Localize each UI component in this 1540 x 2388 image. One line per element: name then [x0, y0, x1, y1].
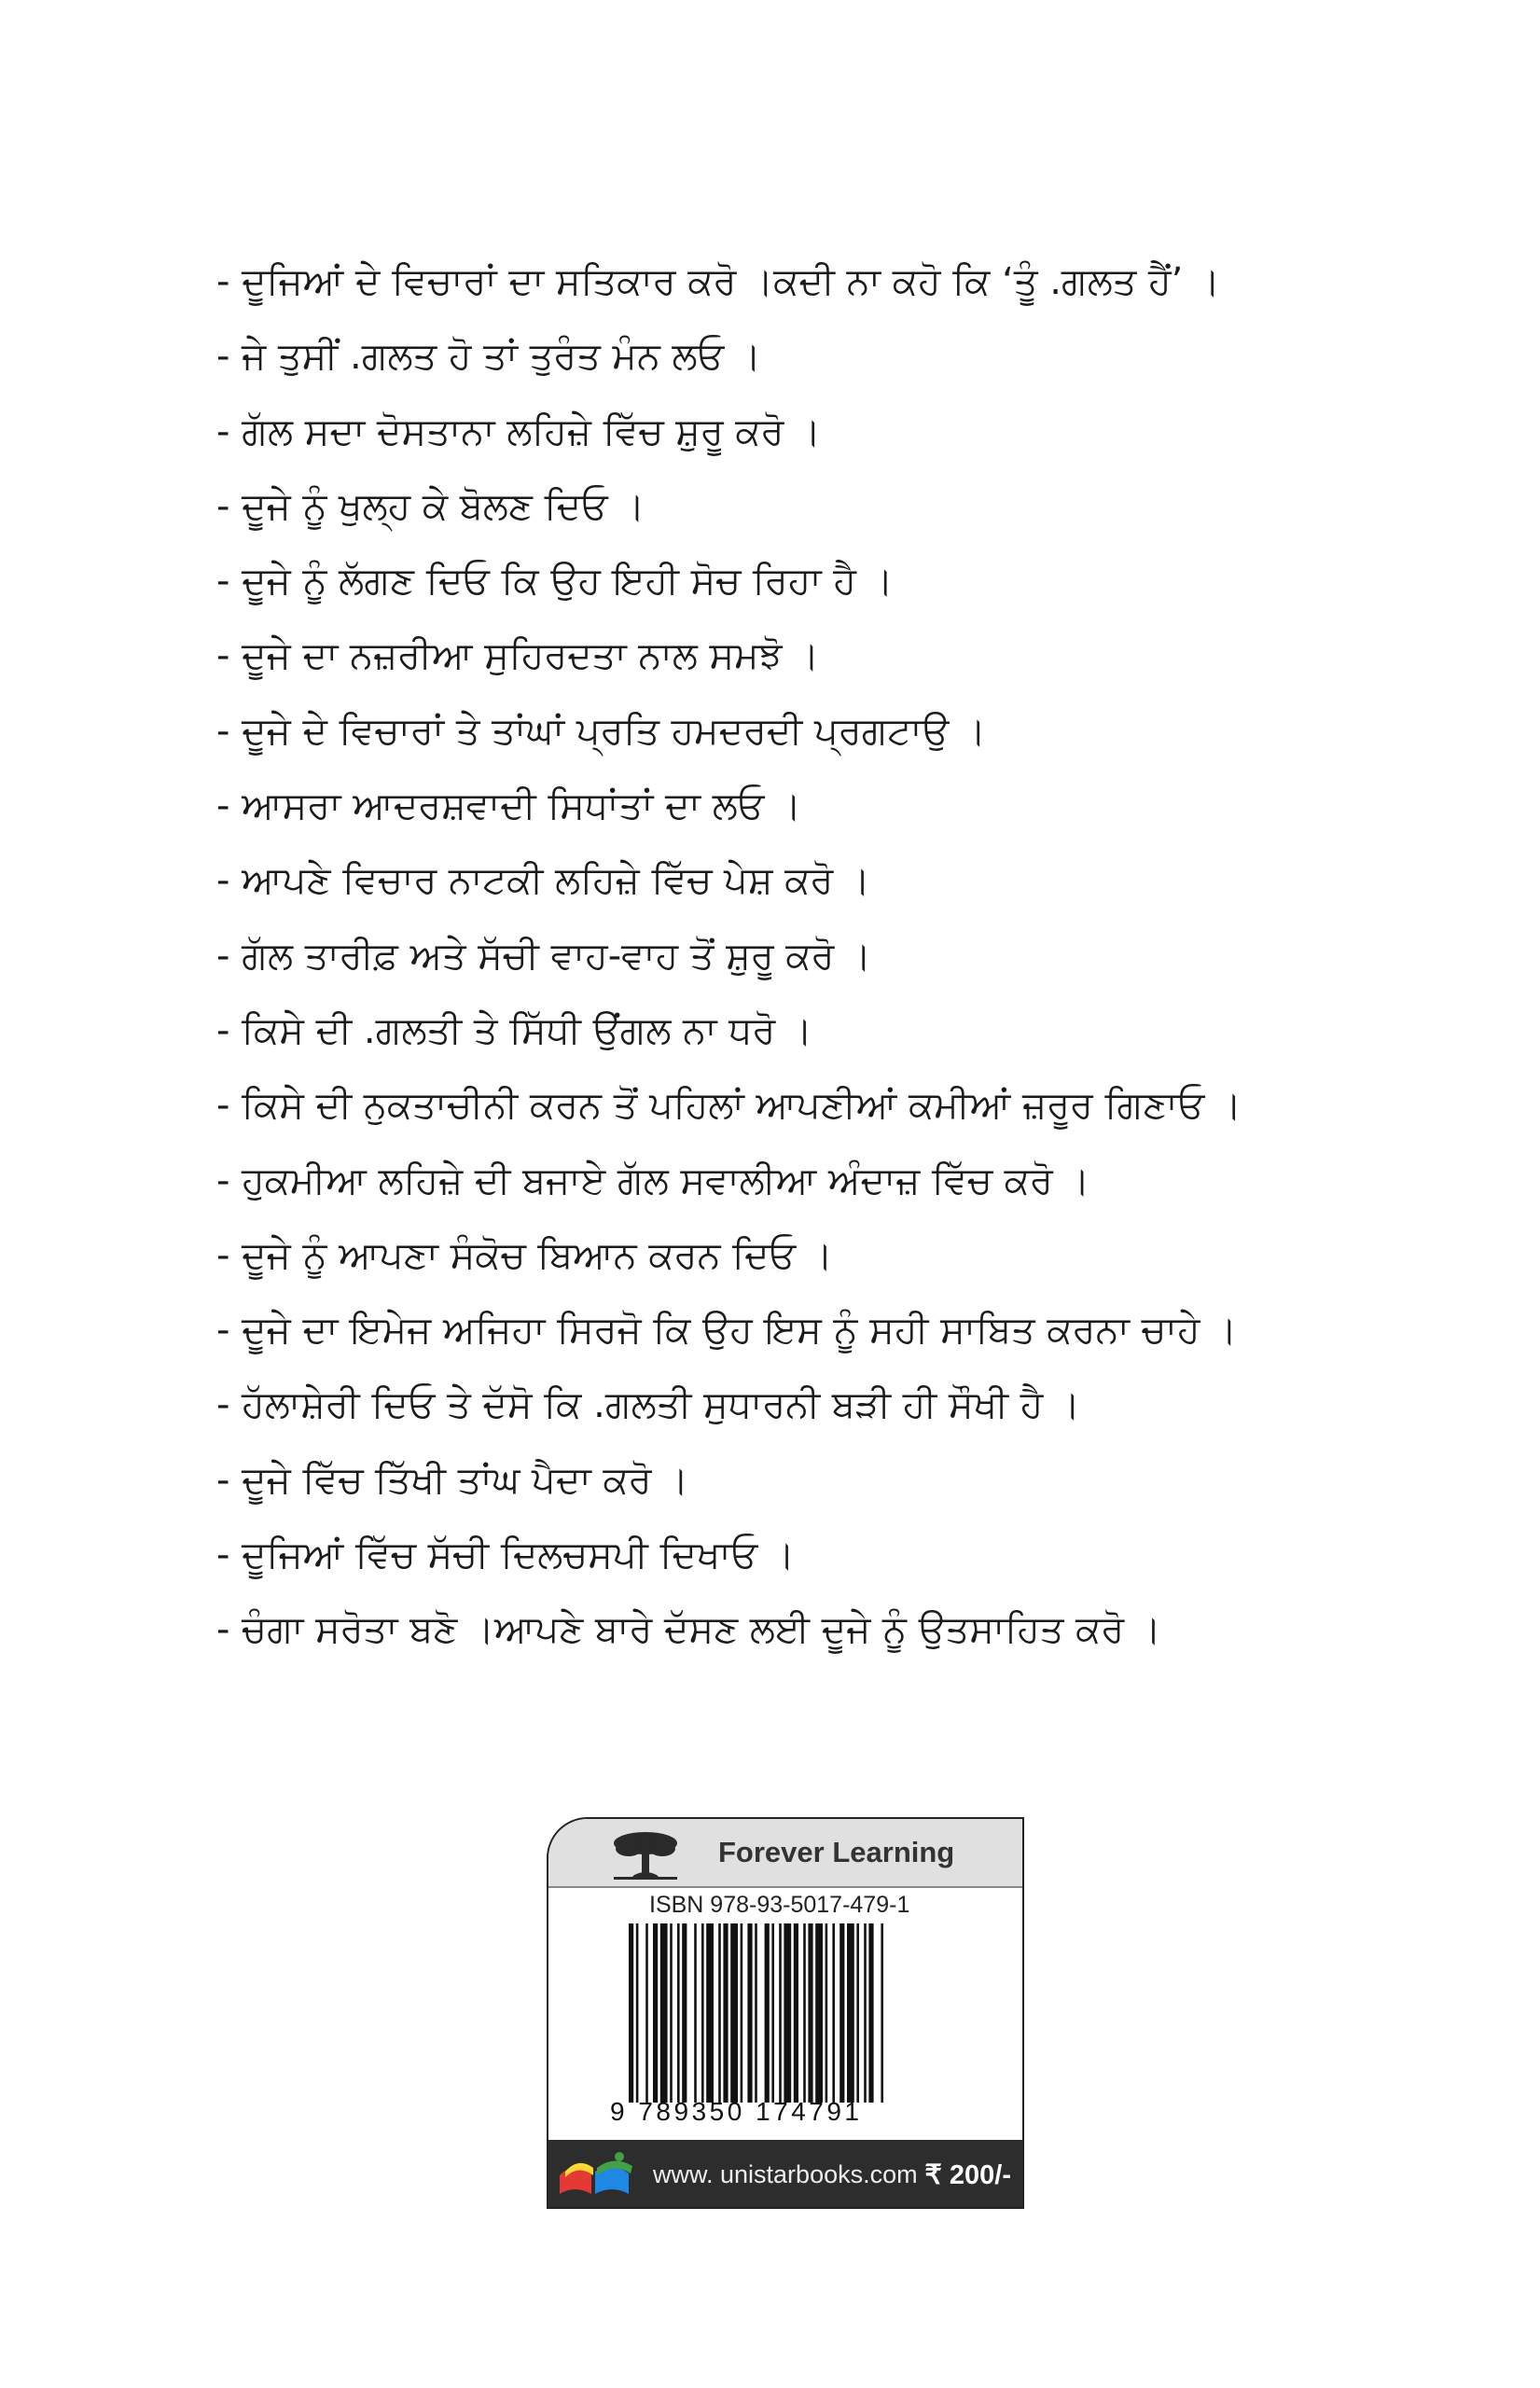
barcode-bar [755, 1923, 757, 2103]
barcode-bar [677, 1923, 680, 2103]
barcode-bar [765, 1923, 770, 2103]
barcode-bar [771, 1923, 774, 2103]
guideline-item: - ਜੇ ਤੁਸੀਂ .ਗਲਤ ਹੋ ਤਾਂ ਤੁਰੰਤ ਮੰਨ ਲਓ । [216, 335, 761, 379]
barcode-bar [747, 1923, 752, 2103]
barcode-bar [660, 1923, 668, 2103]
barcode-bar [839, 1923, 844, 2103]
barcode-bar [701, 1923, 704, 2103]
barcode-bar [682, 1923, 687, 2103]
guideline-item: - ਦੂਜੇ ਨੂੰ ਆਪਣਾ ਸੰਕੋਚ ਬਿਆਨ ਕਰਨ ਦਿਓ । [216, 1233, 833, 1277]
guideline-item: - ਆਪਣੇ ਵਿਚਾਰ ਨਾਟਕੀ ਲਹਿਜ਼ੇ ਵਿੱਚ ਪੇਸ਼ ਕਰੋ । [216, 859, 870, 903]
guideline-item: - ਦੂਜੇ ਨੂੰ ਖੁਲ੍ਹ ਕੇ ਬੋਲਣ ਦਿਓ । [216, 484, 645, 528]
publisher-bar [548, 2140, 1022, 2207]
barcode-bar [723, 1923, 728, 2103]
guideline-list [216, 244, 1466, 1668]
barcode-bar [694, 1923, 697, 2103]
barcode-bar [803, 1923, 806, 2103]
guideline-item: - ਦੂਜੇ ਵਿੱਚ ਤਿੱਖੀ ਤਾਂਘ ਪੈਦਾ ਕਰੋ । [216, 1458, 689, 1502]
barcode-bar [784, 1923, 791, 2103]
barcode-bar [779, 1923, 782, 2103]
guideline-item: - ਹੱਲਾਸ਼ੇਰੀ ਦਿਓ ਤੇ ਦੱਸੋ ਕਿ .ਗਲਤੀ ਸੁਧਾਰਨੀ ਬੜੀ ਹੀ ਸੌਖੀ ਹੈ । [216, 1383, 1081, 1427]
guideline-item: - ਦੂਜਿਆਂ ਦੇ ਵਿਚਾਰਾਂ ਦਾ ਸਤਿਕਾਰ ਕਰੋ ।ਕਦੀ ਨਾ ਕਹੋ ਕਿ ‘ਤੂੰ .ਗਲਤ ਹੈਂ’ । [216, 260, 1221, 303]
guideline-item: - ਆਸਰਾ ਆਦਰਸ਼ਵਾਦੀ ਸਿਧਾਂਤਾਂ ਦਾ ਲਓ । [216, 784, 802, 828]
barcode-bar [629, 1923, 633, 2103]
barcode-bar [636, 1923, 639, 2103]
guideline-item: - ਦੂਜੇ ਦੇ ਵਿਚਾਰਾਂ ਤੇ ਤਾਂਘਾਂ ਪ੍ਰਤਿ ਹਮਦਰਦੀ ਪ੍ਰਗਟਾਉ । [216, 709, 987, 753]
barcode-bar [808, 1923, 812, 2103]
guideline-item: - ਦੂਜੇ ਨੂੰ ਲੱਗਣ ਦਿਓ ਕਿ ਉਹ ਇਹੀ ਸੋਚ ਰਿਹਾ ਹੈ । [216, 560, 894, 604]
barcode-digits: 9 789350 174791 [610, 2097, 863, 2126]
barcode-bar [864, 1923, 867, 2103]
price: ₹ 200/- [924, 2160, 1011, 2190]
barcode-bar [832, 1923, 835, 2103]
barcode-bar [718, 1923, 721, 2103]
guideline-item: - ਚੰਗਾ ਸਰੋਤਾ ਬਣੋ ।ਆਪਣੇ ਬਾਰੇ ਦੱਸਣ ਲਈ ਦੂਜੇ ਨੂੰ ਉਤਸਾਹਿਤ ਕਰੋ । [216, 1608, 1161, 1652]
guideline-item: - ਕਿਸੇ ਦੀ ਨੁਕਤਾਚੀਨੀ ਕਰਨ ਤੋਂ ਪਹਿਲਾਂ ਆਪਣੀਆਂ ਕਮੀਆਂ ਜ਼ਰੂਰ ਗਿਣਾਓ । [216, 1084, 1242, 1128]
barcode-bar [794, 1923, 798, 2103]
barcode-bar [847, 1923, 854, 2103]
guideline-item: - ਗੱਲ ਤਾਰੀਫ਼ ਅਤੇ ਸੱਚੀ ਵਾਹ-ਵਾਹ ਤੋਂ ਸ਼ੁਰੂ ਕਰੋ । [216, 934, 872, 978]
guideline-item: - ਕਿਸੇ ਦੀ .ਗਲਤੀ ਤੇ ਸਿੱਧੀ ਉਂਗਲ ਨਾ ਧਰੋ । [216, 1008, 812, 1052]
guideline-item: - ਹੁਕਮੀਆ ਲਹਿਜ਼ੇ ਦੀ ਬਜਾਏ ਗੱਲ ਸਵਾਲੀਆ ਅੰਦਾਜ਼ ਵਿੱਚ ਕਰੋ । [216, 1159, 1090, 1202]
barcode-bar [730, 1923, 738, 2103]
guideline-item: - ਦੂਜੇ ਦਾ ਇਮੇਜ ਅਜਿਹਾ ਸਿਰਜੋ ਕਿ ਉਹ ਇਸ ਨੂੰ ਸਹੀ ਸਾਬਿਤ ਕਰਨਾ ਚਾਹੇ । [216, 1309, 1238, 1353]
barcode-bar [815, 1923, 823, 2103]
barcode-bar [881, 1923, 883, 2103]
barcode-bar [670, 1923, 673, 2103]
barcode-bar [856, 1923, 859, 2103]
brand-name: Forever Learning [718, 1836, 955, 1868]
barcode-bar [706, 1923, 714, 2103]
guideline-item: - ਗੱਲ ਸਦਾ ਦੋਸਤਾਨਾ ਲਹਿਜ਼ੇ ਵਿੱਚ ਸ਼ੁਰੂ ਕਰੋ । [216, 410, 822, 453]
barcode-bar [868, 1923, 873, 2103]
book-logo-icon [554, 2147, 644, 2200]
barcode-bar [653, 1923, 658, 2103]
barcode-bar [741, 1923, 743, 2103]
publisher-website: www. unistarbooks.com [653, 2160, 918, 2188]
brand-bar [548, 1819, 1022, 1888]
barcode-bar [645, 1923, 648, 2103]
isbn-label: ISBN 978-93-5017-479-1 [649, 1892, 910, 1918]
guideline-item: - ਦੂਜਿਆਂ ਵਿੱਚ ਸੱਚੀ ਦਿਲਚਸਪੀ ਦਿਖਾਓ । [216, 1534, 795, 1577]
guideline-item: - ਦੂਜੇ ਦਾ ਨਜ਼ਰੀਆ ਸੁਹਿਰਦਤਾ ਨਾਲ ਸਮਝੋ । [216, 634, 820, 678]
tree-icon [606, 1828, 685, 1881]
barcode-bar [825, 1923, 828, 2103]
barcode-box [547, 1817, 1024, 2209]
barcode [629, 1923, 953, 2103]
